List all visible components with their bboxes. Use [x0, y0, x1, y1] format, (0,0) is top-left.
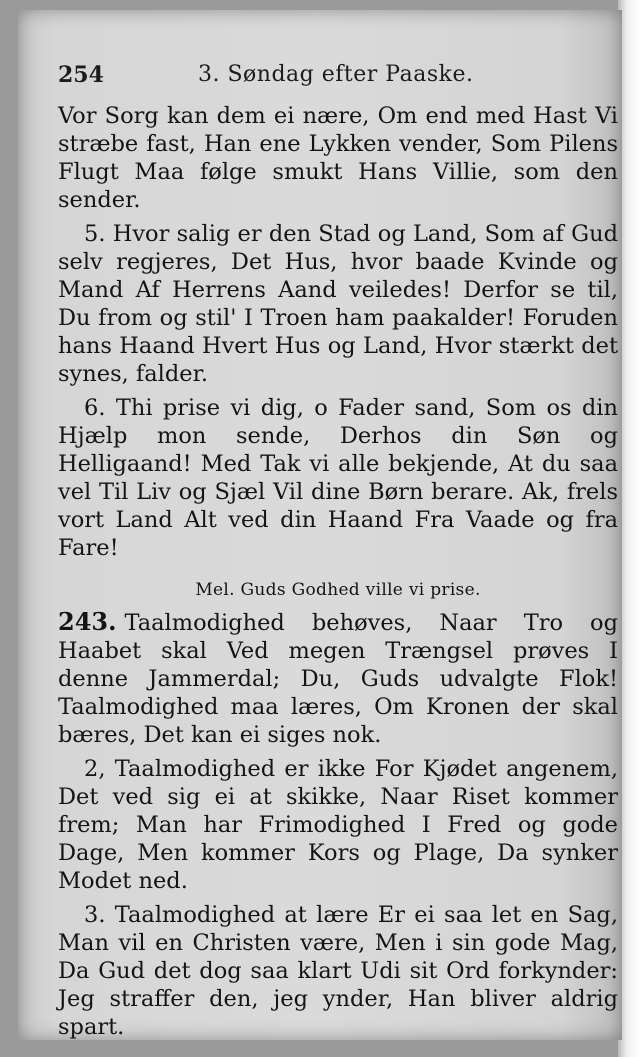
- book-page: [18, 10, 622, 1040]
- verse-continuation: Vor Sorg kan dem ei nære, Om end med Hast Vi stræbe fast, Han ene Lykken vender, Som Pilens Flugt Maa følge smukt Hans Villie, som den sender.: [58, 103, 618, 213]
- verse-5: 5. Hvor salig er den Stad og Land, Som af Gud selv regjeres, Det Hus, hvor baade Kvinde og Mand Af Herrens Aand veiledes! Derfor se til, Du from og stil' I Troen ham paakalder! Foruden hans Haand Hvert Hus og Land, Hvor stærkt det synes, falder.: [58, 221, 618, 387]
- hymn-243-verse-3: 3. Taalmodighed at lære Er ei saa let en Sag, Man vil en Christen være, Men i sin gode Mag, Da Gud det dog saa klart Udi sit Ord forkynder: Jeg straffer den, jeg ynder, Han bliver aldrig spart.: [58, 902, 618, 1040]
- running-title: 3. Søndag efter Paaske.: [198, 62, 474, 87]
- page-number: 254: [58, 62, 104, 88]
- page-header: [58, 58, 578, 94]
- hymn-243-verse-1: [58, 608, 618, 749]
- verse-6: 6. Thi prise vi dig, o Fader sand, Som os din Hjælp mon sende, Derhos din Søn og Helligaand! Med Tak vi alle bekjende, At du saa vel Til Liv og Sjæl Vil dine Børn berare. Ak, frels vort Land Alt ved din Haand Fra Vaade og fra Fare!: [58, 395, 618, 561]
- hymn-number: 243.: [58, 607, 117, 636]
- hymn-verse-1-text: Taalmodighed behøves, Naar Tro og Haabet skal Ved megen Trængsel prøves I denne Jammerdal; Du, Guds udvalgte Flok! Taalmodighed maa læres, Om Kronen der skal bæres, Det kan ei siges nok.: [58, 610, 618, 748]
- melody-line: Mel. Guds Godhed ville vi prise.: [195, 580, 481, 600]
- page-body: [58, 102, 618, 1040]
- hymn-243-verse-2: 2, Taalmodighed er ikke For Kjødet angenem, Det ved sig ei at skikke, Naar Riset kommer frem; Man har Frimodighed I Fred og gode Dage, Men kommer Kors og Plage, Da synker Modet ned.: [58, 756, 618, 894]
